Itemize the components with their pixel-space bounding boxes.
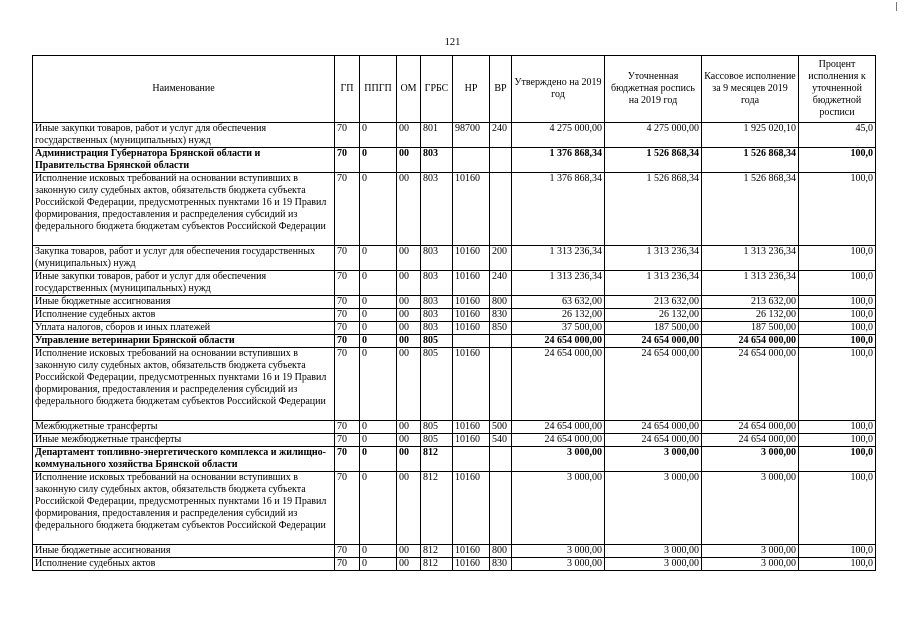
cell-gp: 70 (335, 246, 360, 271)
header-percent: Процент исполнения к уточненной бюджетной росписи (799, 56, 876, 123)
cell-refined: 1 526 868,34 (605, 173, 702, 246)
cell-ppgp: 0 (360, 335, 397, 348)
cell-vr (490, 173, 512, 246)
cell-cash: 3 000,00 (702, 545, 799, 558)
cell-gp: 70 (335, 447, 360, 472)
cell-nr: 10160 (453, 173, 490, 246)
cell-approved: 63 632,00 (512, 296, 605, 309)
cell-percent: 100,0 (799, 472, 876, 545)
cell-approved: 1 313 236,34 (512, 246, 605, 271)
header-om: ОМ (397, 56, 421, 123)
cell-approved: 1 376 868,34 (512, 148, 605, 173)
cell-percent: 100,0 (799, 348, 876, 421)
cell-grbs: 803 (421, 173, 453, 246)
table-row (33, 558, 876, 571)
cell-approved: 37 500,00 (512, 322, 605, 335)
cell-refined: 1 313 236,34 (605, 246, 702, 271)
table-row (33, 434, 876, 447)
cell-ppgp: 0 (360, 472, 397, 545)
cell-approved: 24 654 000,00 (512, 421, 605, 434)
cell-ppgp: 0 (360, 246, 397, 271)
cell-approved: 1 313 236,34 (512, 271, 605, 296)
cell-percent: 100,0 (799, 335, 876, 348)
cell-approved: 3 000,00 (512, 447, 605, 472)
cell-gp: 70 (335, 434, 360, 447)
cell-approved: 24 654 000,00 (512, 348, 605, 421)
cell-grbs: 805 (421, 335, 453, 348)
table-row (33, 173, 876, 246)
cell-nr: 10160 (453, 545, 490, 558)
cell-ppgp: 0 (360, 421, 397, 434)
cell-refined: 24 654 000,00 (605, 335, 702, 348)
cell-om: 00 (397, 447, 421, 472)
cell-gp: 70 (335, 123, 360, 148)
cell-name: Департамент топливно-энергетического комплекса и жилищно-коммунального хозяйства Брянской области (33, 447, 335, 472)
cell-refined: 3 000,00 (605, 472, 702, 545)
cell-vr (490, 348, 512, 421)
cell-om: 00 (397, 322, 421, 335)
cell-ppgp: 0 (360, 296, 397, 309)
cell-nr (453, 335, 490, 348)
header-nr: НР (453, 56, 490, 123)
cell-vr (490, 447, 512, 472)
cell-approved: 24 654 000,00 (512, 335, 605, 348)
header-vr: ВР (490, 56, 512, 123)
cell-approved: 3 000,00 (512, 472, 605, 545)
cell-refined: 4 275 000,00 (605, 123, 702, 148)
table-body (33, 123, 876, 571)
cell-gp: 70 (335, 421, 360, 434)
cell-refined: 3 000,00 (605, 558, 702, 571)
cell-vr: 800 (490, 545, 512, 558)
cell-nr (453, 148, 490, 173)
cell-gp: 70 (335, 309, 360, 322)
cell-percent: 100,0 (799, 545, 876, 558)
cell-gp: 70 (335, 271, 360, 296)
cell-gp: 70 (335, 322, 360, 335)
cell-vr: 500 (490, 421, 512, 434)
cell-percent: 100,0 (799, 434, 876, 447)
cell-grbs: 805 (421, 434, 453, 447)
cell-ppgp: 0 (360, 123, 397, 148)
cell-grbs: 812 (421, 558, 453, 571)
table-row (33, 472, 876, 545)
scan-edge-mark (896, 2, 897, 11)
cell-ppgp: 0 (360, 309, 397, 322)
cell-name: Исполнение судебных актов (33, 309, 335, 322)
budget-execution-table (32, 55, 876, 571)
cell-om: 00 (397, 472, 421, 545)
cell-refined: 3 000,00 (605, 545, 702, 558)
cell-om: 00 (397, 421, 421, 434)
cell-percent: 100,0 (799, 309, 876, 322)
cell-nr (453, 447, 490, 472)
table-row (33, 421, 876, 434)
cell-vr: 800 (490, 296, 512, 309)
cell-cash: 187 500,00 (702, 322, 799, 335)
cell-gp: 70 (335, 296, 360, 309)
table-row (33, 123, 876, 148)
cell-ppgp: 0 (360, 322, 397, 335)
cell-approved: 3 000,00 (512, 558, 605, 571)
cell-ppgp: 0 (360, 148, 397, 173)
cell-refined: 24 654 000,00 (605, 421, 702, 434)
cell-name: Администрация Губернатора Брянской области и Правительства Брянской области (33, 148, 335, 173)
cell-name: Управление ветеринарии Брянской области (33, 335, 335, 348)
cell-nr: 10160 (453, 348, 490, 421)
cell-gp: 70 (335, 173, 360, 246)
cell-grbs: 812 (421, 447, 453, 472)
cell-gp: 70 (335, 335, 360, 348)
cell-nr: 98700 (453, 123, 490, 148)
cell-grbs: 801 (421, 123, 453, 148)
cell-refined: 1 526 868,34 (605, 148, 702, 173)
cell-percent: 100,0 (799, 296, 876, 309)
cell-approved: 1 376 868,34 (512, 173, 605, 246)
cell-nr: 10160 (453, 322, 490, 335)
table-row (33, 296, 876, 309)
cell-gp: 70 (335, 545, 360, 558)
cell-refined: 24 654 000,00 (605, 348, 702, 421)
cell-vr: 540 (490, 434, 512, 447)
cell-nr: 10160 (453, 472, 490, 545)
cell-cash: 1 925 020,10 (702, 123, 799, 148)
cell-nr: 10160 (453, 296, 490, 309)
cell-name: Исполнение исковых требований на основании вступивших в законную силу судебных актов, обязательств бюджета субъекта Российской Федерации, предусмотренных пунктами 16 и 19 Правил формирования, предоставления и распределения субсидий из федерального бюджета бюджетам субъектов Российской Федерации (33, 472, 335, 545)
cell-vr: 830 (490, 558, 512, 571)
cell-gp: 70 (335, 148, 360, 173)
cell-name: Закупка товаров, работ и услуг для обеспечения государственных (муниципальных) нужд (33, 246, 335, 271)
cell-vr (490, 148, 512, 173)
cell-nr: 10160 (453, 246, 490, 271)
cell-refined: 24 654 000,00 (605, 434, 702, 447)
page-number: 121 (444, 37, 461, 48)
table-row (33, 348, 876, 421)
cell-vr: 850 (490, 322, 512, 335)
cell-name: Иные межбюджетные трансферты (33, 434, 335, 447)
cell-name: Иные бюджетные ассигнования (33, 296, 335, 309)
cell-approved: 3 000,00 (512, 545, 605, 558)
cell-refined: 26 132,00 (605, 309, 702, 322)
cell-name: Уплата налогов, сборов и иных платежей (33, 322, 335, 335)
cell-vr: 830 (490, 309, 512, 322)
cell-om: 00 (397, 348, 421, 421)
cell-gp: 70 (335, 348, 360, 421)
cell-om: 00 (397, 434, 421, 447)
cell-refined: 187 500,00 (605, 322, 702, 335)
cell-name: Исполнение судебных актов (33, 558, 335, 571)
cell-percent: 100,0 (799, 322, 876, 335)
cell-ppgp: 0 (360, 348, 397, 421)
cell-grbs: 803 (421, 309, 453, 322)
table-row (33, 271, 876, 296)
table-row (33, 335, 876, 348)
cell-nr: 10160 (453, 271, 490, 296)
cell-approved: 26 132,00 (512, 309, 605, 322)
cell-nr: 10160 (453, 309, 490, 322)
cell-name: Иные закупки товаров, работ и услуг для обеспечения государственных (муниципальных) нужд (33, 123, 335, 148)
cell-ppgp: 0 (360, 434, 397, 447)
cell-refined: 3 000,00 (605, 447, 702, 472)
table-row (33, 322, 876, 335)
header-name: Наименование (33, 56, 335, 123)
cell-om: 00 (397, 173, 421, 246)
cell-name: Иные закупки товаров, работ и услуг для обеспечения государственных (муниципальных) нужд (33, 271, 335, 296)
cell-refined: 213 632,00 (605, 296, 702, 309)
cell-nr: 10160 (453, 558, 490, 571)
cell-grbs: 803 (421, 148, 453, 173)
cell-grbs: 803 (421, 296, 453, 309)
cell-cash: 24 654 000,00 (702, 335, 799, 348)
cell-ppgp: 0 (360, 173, 397, 246)
cell-cash: 24 654 000,00 (702, 434, 799, 447)
cell-name: Исполнение исковых требований на основании вступивших в законную силу судебных актов, обязательств бюджета субъекта Российской Федерации, предусмотренных пунктами 16 и 19 Правил формирования, предоставления и распределения субсидий из федерального бюджета бюджетам субъектов Российской Федерации (33, 348, 335, 421)
cell-cash: 3 000,00 (702, 447, 799, 472)
cell-cash: 3 000,00 (702, 472, 799, 545)
header-row (33, 56, 876, 123)
cell-grbs: 812 (421, 472, 453, 545)
cell-om: 00 (397, 335, 421, 348)
cell-percent: 100,0 (799, 271, 876, 296)
cell-percent: 100,0 (799, 173, 876, 246)
cell-grbs: 805 (421, 421, 453, 434)
header-cash: Кассовое исполнение за 9 месяцев 2019 года (702, 56, 799, 123)
table-row (33, 148, 876, 173)
cell-gp: 70 (335, 472, 360, 545)
header-approved: Утверждено на 2019 год (512, 56, 605, 123)
cell-vr: 240 (490, 123, 512, 148)
cell-vr: 240 (490, 271, 512, 296)
cell-om: 00 (397, 123, 421, 148)
cell-approved: 24 654 000,00 (512, 434, 605, 447)
cell-percent: 100,0 (799, 558, 876, 571)
cell-cash: 1 526 868,34 (702, 148, 799, 173)
cell-om: 00 (397, 309, 421, 322)
cell-om: 00 (397, 246, 421, 271)
cell-cash: 1 526 868,34 (702, 173, 799, 246)
cell-refined: 1 313 236,34 (605, 271, 702, 296)
cell-percent: 100,0 (799, 148, 876, 173)
cell-vr (490, 335, 512, 348)
cell-cash: 1 313 236,34 (702, 246, 799, 271)
cell-cash: 24 654 000,00 (702, 421, 799, 434)
table-row (33, 309, 876, 322)
cell-vr: 200 (490, 246, 512, 271)
cell-ppgp: 0 (360, 558, 397, 571)
cell-om: 00 (397, 545, 421, 558)
cell-grbs: 803 (421, 271, 453, 296)
header-grbs: ГРБС (421, 56, 453, 123)
cell-grbs: 803 (421, 322, 453, 335)
cell-om: 00 (397, 271, 421, 296)
cell-name: Межбюджетные трансферты (33, 421, 335, 434)
table-row (33, 447, 876, 472)
cell-name: Иные бюджетные ассигнования (33, 545, 335, 558)
cell-om: 00 (397, 148, 421, 173)
cell-vr (490, 472, 512, 545)
cell-percent: 100,0 (799, 421, 876, 434)
cell-grbs: 803 (421, 246, 453, 271)
cell-cash: 213 632,00 (702, 296, 799, 309)
cell-percent: 100,0 (799, 447, 876, 472)
cell-nr: 10160 (453, 421, 490, 434)
cell-gp: 70 (335, 558, 360, 571)
cell-cash: 26 132,00 (702, 309, 799, 322)
cell-om: 00 (397, 296, 421, 309)
cell-cash: 1 313 236,34 (702, 271, 799, 296)
table-row (33, 246, 876, 271)
cell-grbs: 812 (421, 545, 453, 558)
header-ppgp: ППГП (360, 56, 397, 123)
cell-approved: 4 275 000,00 (512, 123, 605, 148)
header-refined: Уточненная бюджетная роспись на 2019 год (605, 56, 702, 123)
cell-cash: 24 654 000,00 (702, 348, 799, 421)
cell-name: Исполнение исковых требований на основании вступивших в законную силу судебных актов, обязательств бюджета субъекта Российской Федерации, предусмотренных пунктами 16 и 19 Правил формирования, предоставления и распределения субсидий из федерального бюджета бюджетам субъектов Российской Федерации (33, 173, 335, 246)
cell-ppgp: 0 (360, 545, 397, 558)
cell-grbs: 805 (421, 348, 453, 421)
cell-cash: 3 000,00 (702, 558, 799, 571)
cell-ppgp: 0 (360, 271, 397, 296)
table-row (33, 545, 876, 558)
cell-ppgp: 0 (360, 447, 397, 472)
cell-om: 00 (397, 558, 421, 571)
cell-percent: 45,0 (799, 123, 876, 148)
header-gp: ГП (335, 56, 360, 123)
cell-percent: 100,0 (799, 246, 876, 271)
cell-nr: 10160 (453, 434, 490, 447)
